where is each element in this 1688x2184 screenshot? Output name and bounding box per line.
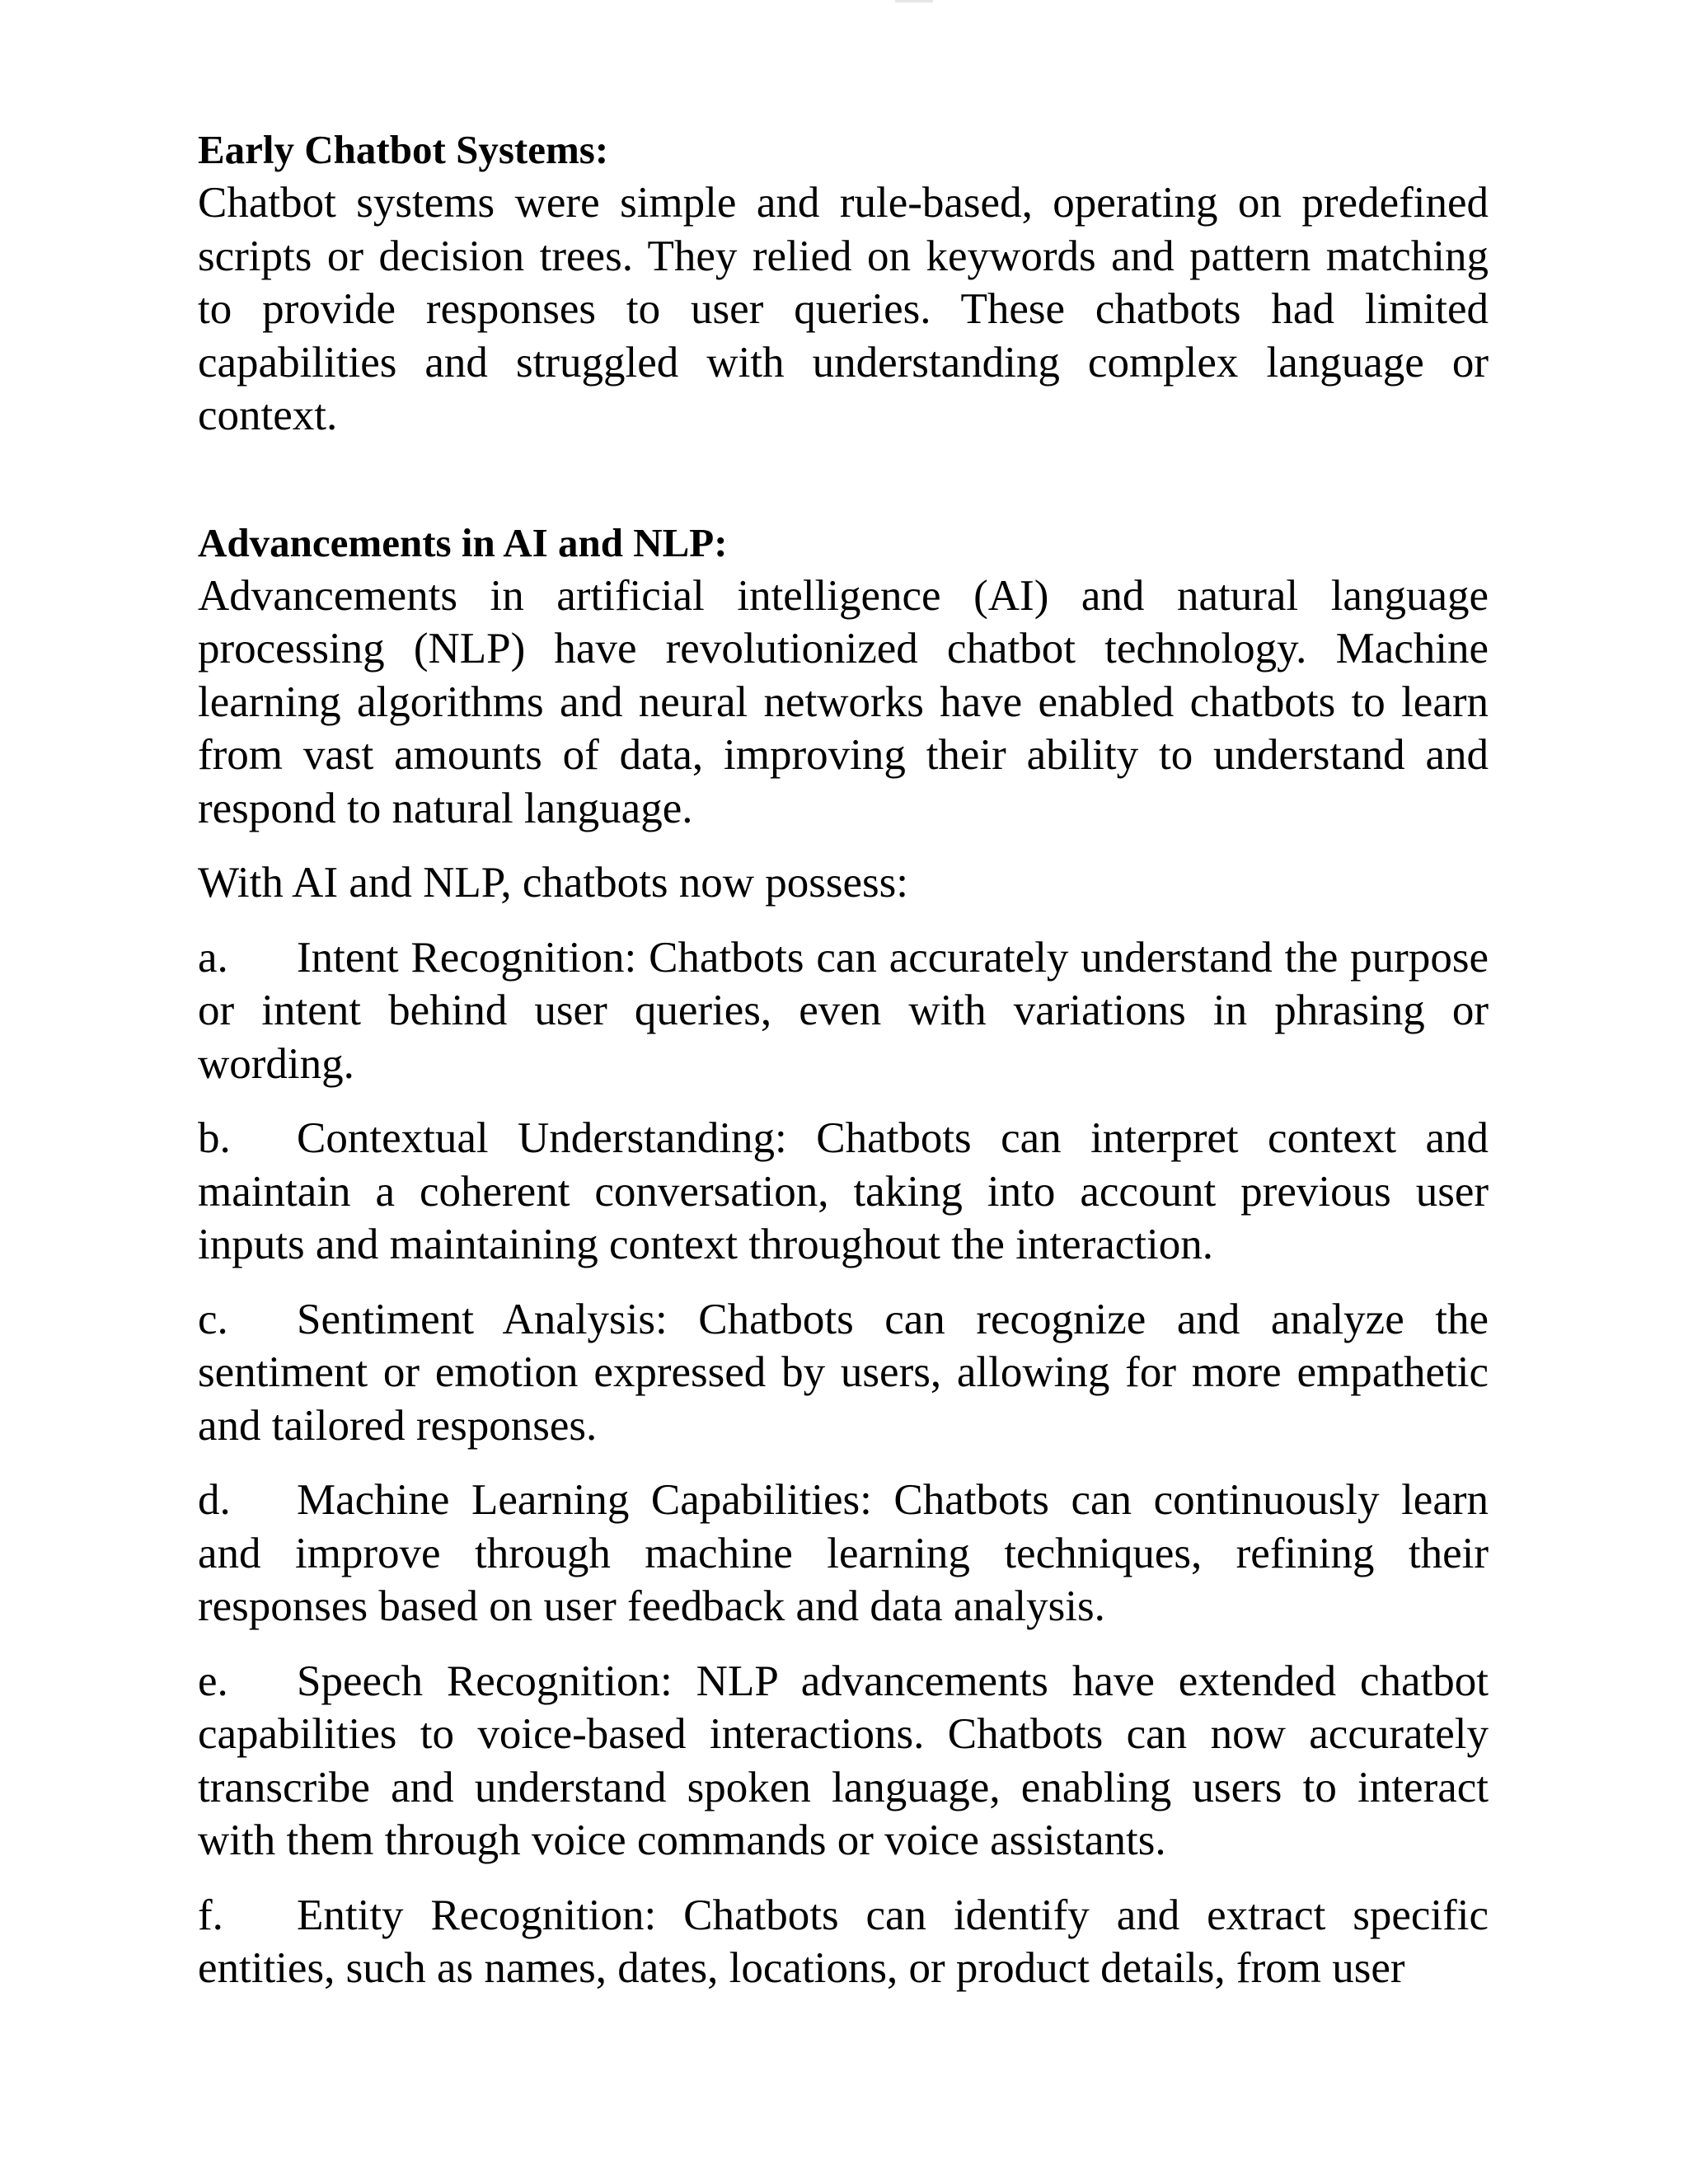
list-item-letter: c. (198, 1295, 228, 1343)
paragraph-advancements-ai-nlp: Advancements in artificial intelligence (AI) and natural language processing (NLP) have revolutionized chatbot technology. Machine learning algorithms and neural networks have enabled chatbots to learn from vast amounts of data, improving their ability to understand and respond to natural language. (198, 571, 1489, 832)
list-item (198, 1474, 1489, 1633)
section-heading-advancements-ai-nlp: Advancements in AI and NLP: (198, 519, 728, 565)
list-item-letter: d. (198, 1476, 231, 1524)
list-item-text: Machine Learning Capabilities: Chatbots can continuously learn and improve through machine learning techniques, refining their responses based on user feedback and data analysis. (198, 1476, 1489, 1630)
list-item-text: Entity Recognition: Chatbots can identify and extract specific entities, such as names, dates, locations, or product details, from user (198, 1891, 1489, 1992)
document-body (198, 124, 1489, 1995)
section-heading-early-chatbot-systems: Early Chatbot Systems: (198, 127, 609, 172)
list-item (198, 1293, 1489, 1453)
list-item (198, 931, 1489, 1091)
list-intro: With AI and NLP, chatbots now possess: (198, 859, 909, 907)
list-item-letter: e. (198, 1657, 228, 1705)
list-item-letter: f. (198, 1891, 223, 1939)
list-item-text: Sentiment Analysis: Chatbots can recognize and analyze the sentiment or emotion expressed by users, allowing for more empathetic and tailored responses. (198, 1295, 1489, 1450)
list-item-letter: a. (198, 933, 228, 982)
list-item-text: Contextual Understanding: Chatbots can interpret context and maintain a coherent conversation, taking into account previous user inputs and maintaining context throughout the interaction. (198, 1114, 1489, 1268)
list-item (198, 1112, 1489, 1272)
page-header-mark (895, 0, 933, 2)
list-item-letter: b. (198, 1114, 231, 1162)
list-item (198, 1889, 1489, 1995)
list-item-text: Intent Recognition: Chatbots can accurately understand the purpose or intent behind user queries, even with variations in phrasing or wording. (198, 933, 1489, 1088)
list-item (198, 1655, 1489, 1868)
paragraph-early-chatbot-systems: Chatbot systems were simple and rule-based, operating on predefined scripts or decision trees. They relied on keywords and pattern matching to provide responses to user queries. These chatbots had limited capabilities and struggled with understanding complex language or context. (198, 179, 1489, 439)
list-item-text: Speech Recognition: NLP advancements have extended chatbot capabilities to voice-based interactions. Chatbots can now accurately transcribe and understand spoken language, enabling users to interact with them through voice commands or voice assistants. (198, 1657, 1489, 1864)
